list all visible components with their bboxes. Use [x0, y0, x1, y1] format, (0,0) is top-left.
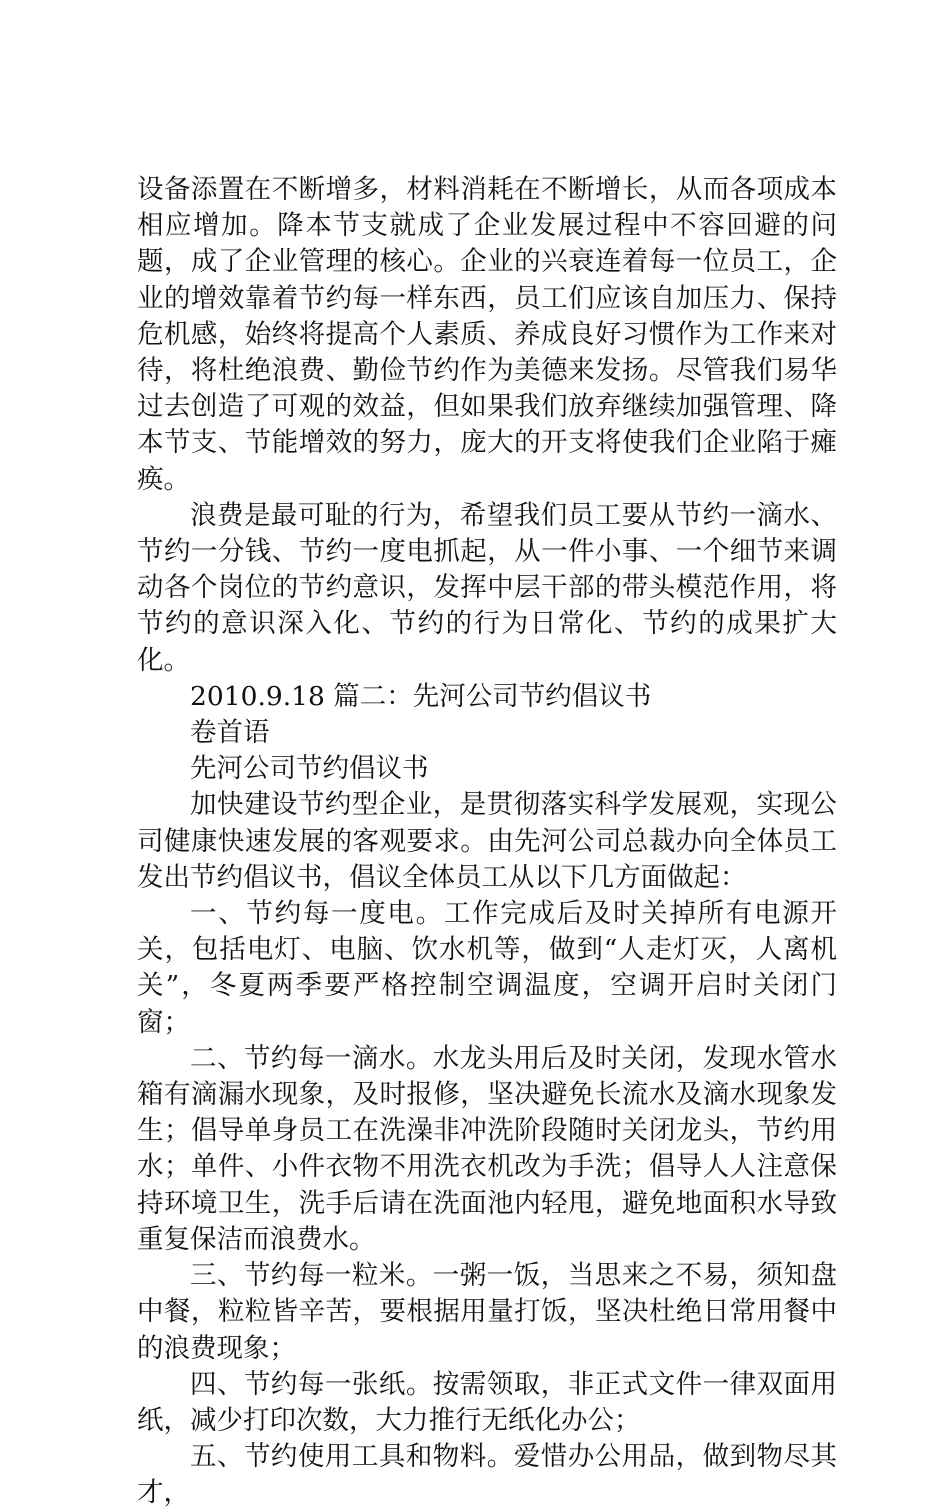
paragraph-cost-control: 设备添置在不断增多，材料消耗在不断增长，从而各项成本相应增加。降本节支就成了企业发展过程中不容回避的问题，成了企业管理的核心。企业的兴衰连着每一位员工，企业的增效靠着节约每一样东西，员工们应该自加压力、保持危机感，始终将提高个人素质、养成良好习惯作为工作来对待，将杜绝浪费、勤俭节约作为美德来发扬。尽管我们易华过去创造了可观的效益，但如果我们放弃继续加强管理、降本节支、节能增效的努力，庞大的开支将使我们企业陷于瘫痪。: [137, 174, 837, 495]
proposal-title: 先河公司节约倡议书: [190, 753, 429, 785]
item-save-paper: 四、节约每一张纸。按需领取，非正式文件一律双面用纸，减少打印次数，大力推行无纸化办公；: [137, 1368, 837, 1436]
document-body: [137, 172, 837, 1512]
date-and-section-title: 2010.9.18 篇二：先河公司节约倡议书: [190, 680, 652, 712]
item-save-rice: 三、节约每一粒米。一粥一饭，当思来之不易，须知盘中餐，粒粒皆辛苦，要根据用量打饭，坚决杜绝日常用餐中的浪费现象；: [137, 1260, 837, 1364]
item-save-tools: 五、节约使用工具和物料。爱惜办公用品，做到物尽其才，: [137, 1441, 837, 1509]
item-save-electricity: 一、节约每一度电。工作完成后及时关掉所有电源开关，包括电灯、电脑、饮水机等，做到“人走灯灭，人离机关”，冬夏两季要严格控制空调温度，空调开启时关闭门窗；: [137, 898, 837, 1038]
preface-heading: 卷首语: [190, 717, 270, 749]
paragraph-waste-shameful: 浪费是最可耻的行为，希望我们员工要从节约一滴水、节约一分钱、节约一度电抓起，从一件小事、一个细节来调动各个岗位的节约意识，发挥中层干部的带头模范作用，将节约的意识深入化、节约的行为日常化、节约的成果扩大化。: [137, 499, 837, 676]
paragraph-intro: 加快建设节约型企业，是贯彻落实科学发展观，实现公司健康快速发展的客观要求。由先河公司总裁办向全体员工发出节约倡议书，倡议全体员工从以下几方面做起：: [137, 789, 837, 893]
item-save-water: 二、节约每一滴水。水龙头用后及时关闭，发现水管水箱有滴漏水现象，及时报修，坚决避免长流水及滴水现象发生；倡导单身员工在洗澡非冲洗阶段随时关闭龙头，节约用水；单件、小件衣物不用洗衣机改为手洗；倡导人人注意保持环境卫生，洗手后请在洗面池内轻甩，避免地面积水导致重复保洁而浪费水。: [137, 1042, 837, 1255]
